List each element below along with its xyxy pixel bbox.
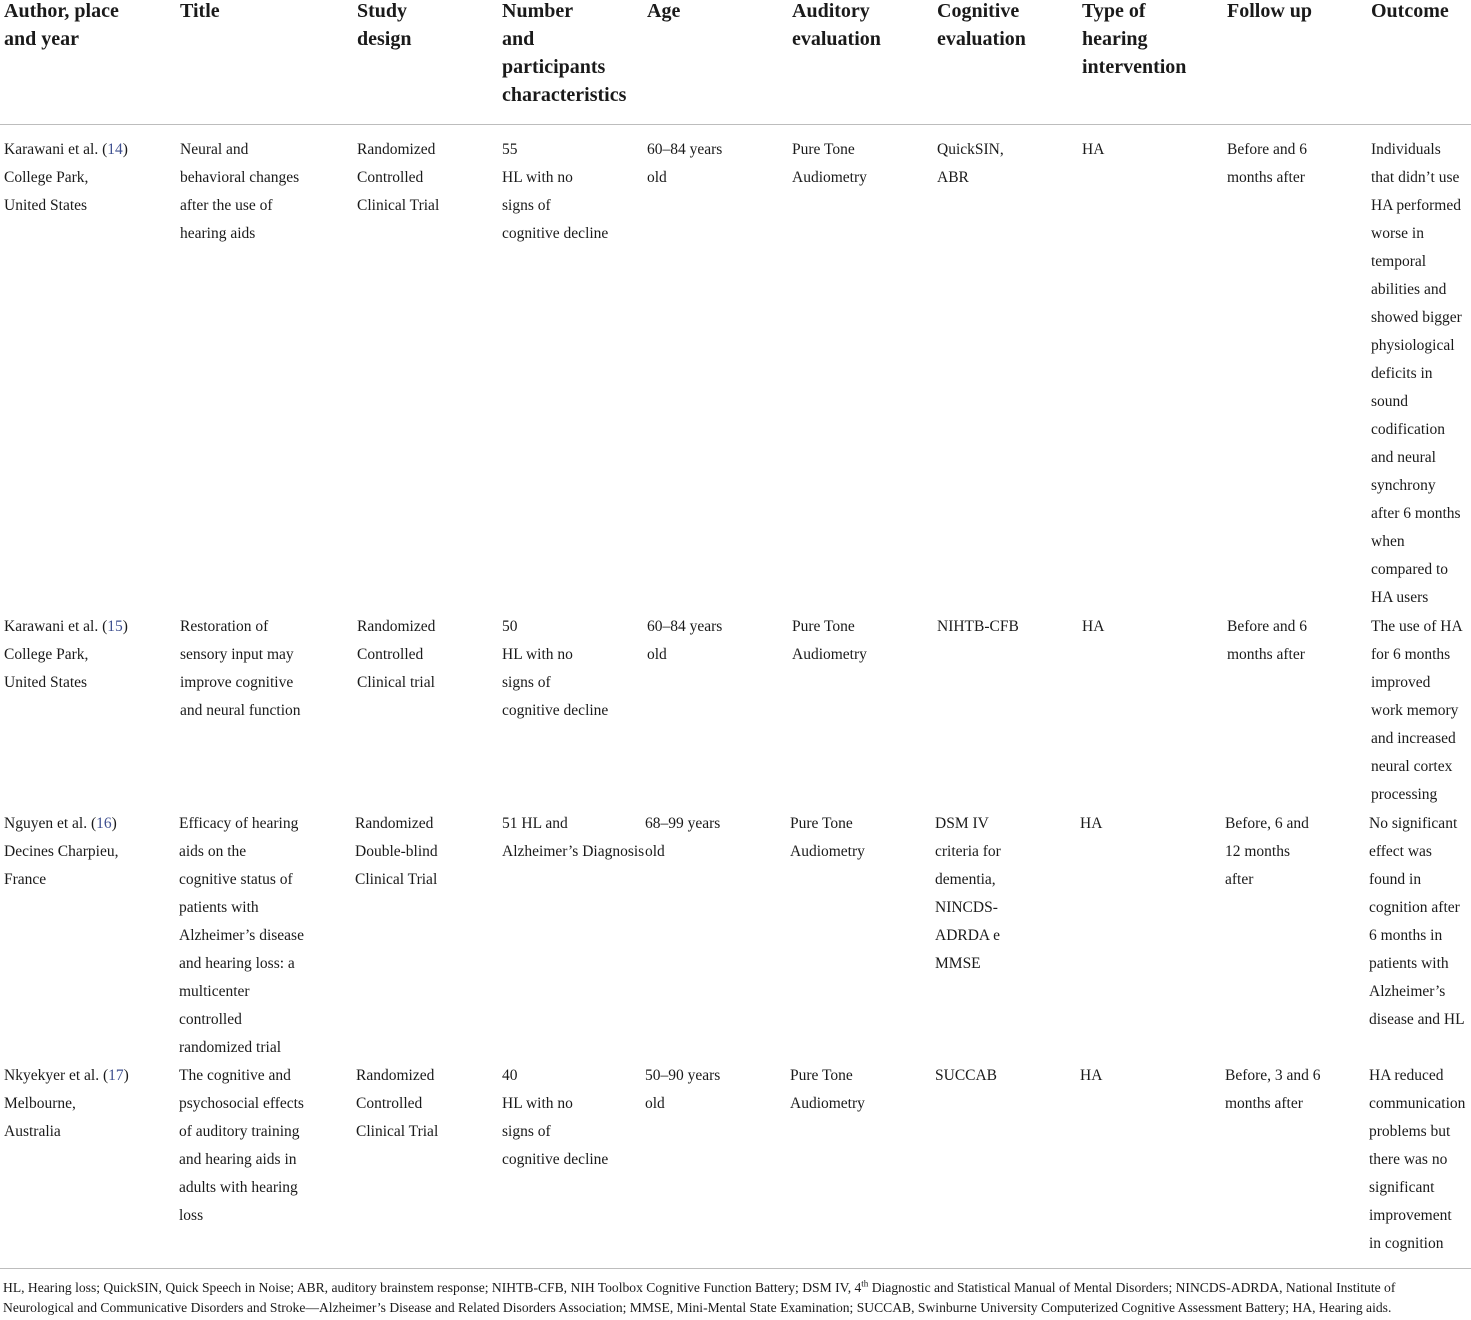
cell-line: worse in xyxy=(1371,225,1424,242)
cell-line: Neural and xyxy=(180,141,249,158)
cell-line: neural cortex xyxy=(1371,758,1453,775)
author-place: France xyxy=(4,871,47,888)
cell-line: behavioral changes xyxy=(180,169,300,186)
cell-design xyxy=(356,1062,438,1146)
column-header-auditory xyxy=(792,0,881,53)
column-header-line: Follow up xyxy=(1227,0,1313,22)
cell-line: Pure Tone xyxy=(792,618,855,635)
cell-line: HA reduced xyxy=(1369,1067,1444,1084)
cell-line: and increased xyxy=(1371,730,1456,747)
cell-line: cognitive status of xyxy=(179,871,293,888)
cell-line: 60–84 years xyxy=(647,618,723,635)
cell-number xyxy=(502,1062,608,1174)
cell-line: HA xyxy=(1082,141,1105,158)
cell-number xyxy=(502,136,608,248)
cell-number xyxy=(502,810,644,866)
cell-line: and neural function xyxy=(180,702,301,719)
cell-line: aids on the xyxy=(179,843,247,860)
cell-line: and hearing aids in xyxy=(179,1151,297,1168)
column-header-intervention xyxy=(1082,0,1186,81)
column-header-outcome xyxy=(1371,0,1449,25)
footnote-line-1-a: HL, Hearing loss; QuickSIN, Quick Speech in Noise; ABR, auditory brainstem response; NIHTB-CFB, NIH Toolbox Cognitive Function Battery; DSM IV, 4 xyxy=(3,1280,862,1295)
cell-line: Clinical Trial xyxy=(356,1123,439,1140)
cell-line: problems but xyxy=(1369,1123,1451,1140)
cell-line: dementia, xyxy=(935,871,996,888)
cell-line: signs of xyxy=(502,197,551,214)
cell-design xyxy=(357,613,435,697)
author-place: Melbourne, xyxy=(4,1095,76,1112)
cell-line: 40 xyxy=(502,1067,518,1084)
footnote-divider xyxy=(0,1268,1471,1269)
cell-line: 68–99 years xyxy=(645,815,721,832)
cell-line: Audiometry xyxy=(792,169,867,186)
cell-line: deficits in xyxy=(1371,365,1433,382)
cell-intervention xyxy=(1082,613,1104,641)
footnote-line-1-b: Diagnostic and Statistical Manual of Mental Disorders; NINCDS-ADRDA, National Institute of xyxy=(868,1280,1396,1295)
cell-line: 55 xyxy=(502,141,518,158)
cell-outcome xyxy=(1369,810,1465,1034)
footnote-line-1 xyxy=(3,1278,1469,1298)
cell-line: Controlled xyxy=(356,1095,423,1112)
cell-line: 50–90 years xyxy=(645,1067,721,1084)
cell-line: improve cognitive xyxy=(180,674,294,691)
cell-line: improvement xyxy=(1369,1207,1452,1224)
cell-line: randomized trial xyxy=(179,1039,281,1056)
cell-title xyxy=(179,810,304,1062)
cell-line: The cognitive and xyxy=(179,1067,291,1084)
column-header-line: Author, place xyxy=(4,0,119,22)
cell-line: Clinical Trial xyxy=(357,197,440,214)
cell-line: Before and 6 xyxy=(1227,618,1308,635)
cell-age xyxy=(647,136,722,192)
cell-line: HL with no xyxy=(502,646,573,663)
cell-line: psychosocial effects xyxy=(179,1095,304,1112)
cell-line: signs of xyxy=(502,674,551,691)
cell-cognitive xyxy=(935,1062,997,1090)
cell-line: showed bigger xyxy=(1371,309,1462,326)
footnote-line-2: Neurological and Communicative Disorders and Stroke—Alzheimer’s Disease and Related Disorders Association; MMSE, Mini-Mental State Examination; SUCCAB, Swinburne University Computerized Cognitive Assessment Battery; HA, Hearing aids. xyxy=(3,1300,1392,1315)
cell-outcome xyxy=(1371,613,1463,809)
author-text: Karawani et al. ( xyxy=(4,618,108,635)
cell-line: Alzheimer’s Diagnosis xyxy=(502,843,645,860)
cell-author xyxy=(4,810,119,894)
cell-line: after xyxy=(1225,871,1254,888)
cell-age xyxy=(647,613,722,669)
cell-line: Audiometry xyxy=(790,843,865,860)
cell-followup xyxy=(1225,810,1309,894)
cell-line: Audiometry xyxy=(792,646,867,663)
cell-line: of auditory training xyxy=(179,1123,300,1140)
author-text-close: ) xyxy=(111,815,117,832)
column-header-author xyxy=(4,0,119,53)
cell-line: communication xyxy=(1369,1095,1466,1112)
cell-line: Pure Tone xyxy=(790,815,853,832)
column-header-cognitive xyxy=(937,0,1026,53)
table-footnote xyxy=(3,1278,1469,1318)
cell-line: Controlled xyxy=(357,646,424,663)
cell-line: and hearing loss: a xyxy=(179,955,295,972)
cell-cognitive xyxy=(937,613,1019,641)
cell-line: ADRDA e xyxy=(935,927,1001,944)
cell-line: Randomized xyxy=(355,815,434,832)
cell-line: ABR xyxy=(937,169,969,186)
column-header-line: Age xyxy=(647,0,681,22)
cell-line: Before, 3 and 6 xyxy=(1225,1067,1321,1084)
column-header-line: Auditory xyxy=(792,0,870,22)
cell-line: codification xyxy=(1371,421,1446,438)
cell-line: Pure Tone xyxy=(792,141,855,158)
cell-line: Clinical Trial xyxy=(355,871,438,888)
cell-line: cognitive decline xyxy=(502,1151,609,1168)
cell-line: HA xyxy=(1080,1067,1103,1084)
cell-line: compared to xyxy=(1371,561,1449,578)
column-header-age xyxy=(647,0,680,25)
cell-line: synchrony xyxy=(1371,477,1436,494)
cell-line: old xyxy=(647,169,667,186)
cell-line: Before, 6 and xyxy=(1225,815,1309,832)
cell-line: Double-blind xyxy=(355,843,438,860)
column-header-line: Title xyxy=(180,0,220,22)
column-header-line: intervention xyxy=(1082,56,1187,78)
cell-line: criteria for xyxy=(935,843,1001,860)
cell-line: Controlled xyxy=(357,169,424,186)
author-name xyxy=(4,1062,129,1090)
cell-line: that didn’t use xyxy=(1371,169,1460,186)
cell-title xyxy=(179,1062,304,1230)
cell-line: multicenter xyxy=(179,983,250,1000)
cell-line: Pure Tone xyxy=(790,1067,853,1084)
cell-line: sound xyxy=(1371,393,1409,410)
cell-line: when xyxy=(1371,533,1405,550)
cell-line: No significant xyxy=(1369,815,1458,832)
cell-line: old xyxy=(645,1095,665,1112)
cell-line: after the use of xyxy=(180,197,273,214)
cell-line: 12 months xyxy=(1225,843,1291,860)
cell-title xyxy=(180,613,301,725)
cell-line: 60–84 years xyxy=(647,141,723,158)
author-text: Nkyekyer et al. ( xyxy=(4,1067,109,1084)
cell-line: DSM IV xyxy=(935,815,989,832)
cell-line: Before and 6 xyxy=(1227,141,1308,158)
cell-author xyxy=(4,613,128,697)
cell-line: disease and HL xyxy=(1369,1011,1465,1028)
column-header-line: hearing xyxy=(1082,28,1148,50)
author-name xyxy=(4,136,128,164)
cell-line: MMSE xyxy=(935,955,981,972)
cell-line: Alzheimer’s disease xyxy=(179,927,304,944)
cell-line: Randomized xyxy=(356,1067,435,1084)
cell-design xyxy=(357,136,439,220)
cell-line: NINCDS- xyxy=(935,899,998,916)
cell-line: abilities and xyxy=(1371,281,1447,298)
column-header-line: evaluation xyxy=(792,28,881,50)
column-header-line: evaluation xyxy=(937,28,1026,50)
cell-line: Randomized xyxy=(357,141,436,158)
cell-line: Individuals xyxy=(1371,141,1441,158)
cell-line: Efficacy of hearing xyxy=(179,815,299,832)
cell-line: HL with no xyxy=(502,1095,573,1112)
column-header-line: and year xyxy=(4,28,79,50)
cell-line: HL with no xyxy=(502,169,573,186)
cell-auditory xyxy=(790,1062,865,1118)
author-place: College Park, xyxy=(4,646,89,663)
citation-link[interactable]: 14 xyxy=(107,141,123,158)
cell-line: work memory xyxy=(1371,702,1459,719)
author-text-close: ) xyxy=(122,141,128,158)
author-name xyxy=(4,613,128,641)
cell-title xyxy=(180,136,299,248)
citation-link[interactable]: 16 xyxy=(96,815,112,832)
cell-followup xyxy=(1227,613,1307,669)
author-place: United States xyxy=(4,674,88,691)
cell-line: adults with hearing xyxy=(179,1179,298,1196)
author-place: Decines Charpieu, xyxy=(4,843,119,860)
cell-line: for 6 months xyxy=(1371,646,1451,663)
cell-line: 51 HL and xyxy=(502,815,568,832)
cell-line: cognitive decline xyxy=(502,225,609,242)
cell-line: significant xyxy=(1369,1179,1435,1196)
cell-line: temporal xyxy=(1371,253,1427,270)
cell-line: hearing aids xyxy=(180,225,256,242)
cell-age xyxy=(645,1062,720,1118)
author-place: United States xyxy=(4,197,88,214)
author-text: Karawani et al. ( xyxy=(4,141,108,158)
cell-line: improved xyxy=(1371,674,1431,691)
cell-line: cognition after xyxy=(1369,899,1460,916)
cell-line: months after xyxy=(1227,169,1305,186)
column-header-number xyxy=(502,0,626,109)
cell-line: HA xyxy=(1082,618,1105,635)
cell-line: effect was xyxy=(1369,843,1432,860)
cell-author xyxy=(4,136,128,220)
column-header-line: design xyxy=(357,28,412,50)
author-place: College Park, xyxy=(4,169,89,186)
cell-line: Alzheimer’s xyxy=(1369,983,1446,1000)
cell-age xyxy=(645,810,720,866)
cell-line: in cognition xyxy=(1369,1235,1444,1252)
cell-line: Randomized xyxy=(357,618,436,635)
column-header-followup xyxy=(1227,0,1312,25)
cell-line: months after xyxy=(1227,646,1305,663)
column-header-line: and xyxy=(502,28,535,50)
cell-line: months after xyxy=(1225,1095,1303,1112)
cell-outcome xyxy=(1369,1062,1465,1258)
author-text: Nguyen et al. ( xyxy=(4,815,97,832)
cell-cognitive xyxy=(937,136,1004,192)
table-header-row xyxy=(0,0,1471,125)
cell-line: there was no xyxy=(1369,1151,1448,1168)
citation-link[interactable]: 15 xyxy=(107,618,123,635)
cell-line: after 6 months xyxy=(1371,505,1461,522)
cell-line: cognitive decline xyxy=(502,702,609,719)
cell-line: NIHTB-CFB xyxy=(937,618,1019,635)
cell-line: signs of xyxy=(502,1123,551,1140)
cell-line: QuickSIN, xyxy=(937,141,1004,158)
cell-line: sensory input may xyxy=(180,646,294,663)
cell-line: loss xyxy=(179,1207,204,1224)
cell-line: HA xyxy=(1080,815,1103,832)
cell-line: HA users xyxy=(1371,589,1429,606)
column-header-line: characteristics xyxy=(502,84,627,106)
cell-line: and neural xyxy=(1371,449,1436,466)
column-header-line: Study xyxy=(357,0,408,22)
cell-intervention xyxy=(1080,1062,1102,1090)
cell-line: 6 months in xyxy=(1369,927,1443,944)
cell-line: patients with xyxy=(179,899,259,916)
cell-line: SUCCAB xyxy=(935,1067,998,1084)
cell-intervention xyxy=(1080,810,1102,838)
cell-auditory xyxy=(792,136,867,192)
cell-line: processing xyxy=(1371,786,1438,803)
cell-line: Restoration of xyxy=(180,618,269,635)
citation-link[interactable]: 17 xyxy=(108,1067,124,1084)
column-header-line: Outcome xyxy=(1371,0,1449,22)
column-header-line: Cognitive xyxy=(937,0,1020,22)
cell-line: Audiometry xyxy=(790,1095,865,1112)
cell-line: 50 xyxy=(502,618,518,635)
cell-line: patients with xyxy=(1369,955,1449,972)
cell-line: old xyxy=(647,646,667,663)
cell-line: found in xyxy=(1369,871,1422,888)
cell-number xyxy=(502,613,608,725)
column-header-line: Type of xyxy=(1082,0,1146,22)
cell-line: old xyxy=(645,843,665,860)
cell-line: Clinical trial xyxy=(357,674,435,691)
author-text-close: ) xyxy=(123,1067,129,1084)
column-header-line: participants xyxy=(502,56,606,78)
cell-line: controlled xyxy=(179,1011,242,1028)
cell-author xyxy=(4,1062,129,1146)
cell-cognitive xyxy=(935,810,1001,978)
author-name xyxy=(4,810,119,838)
author-text-close: ) xyxy=(122,618,128,635)
column-header-title xyxy=(180,0,220,25)
cell-line: HA performed xyxy=(1371,197,1461,214)
cell-line: The use of HA xyxy=(1371,618,1463,635)
column-header-line: Number xyxy=(502,0,574,22)
cell-design xyxy=(355,810,438,894)
cell-followup xyxy=(1225,1062,1321,1118)
cell-line: physiological xyxy=(1371,337,1455,354)
column-header-design xyxy=(357,0,411,53)
cell-outcome xyxy=(1371,136,1462,612)
cell-intervention xyxy=(1082,136,1104,164)
cell-auditory xyxy=(790,810,865,866)
author-place: Australia xyxy=(4,1123,61,1140)
cell-followup xyxy=(1227,136,1307,192)
footnote-sup: th xyxy=(861,1278,869,1289)
cell-auditory xyxy=(792,613,867,669)
